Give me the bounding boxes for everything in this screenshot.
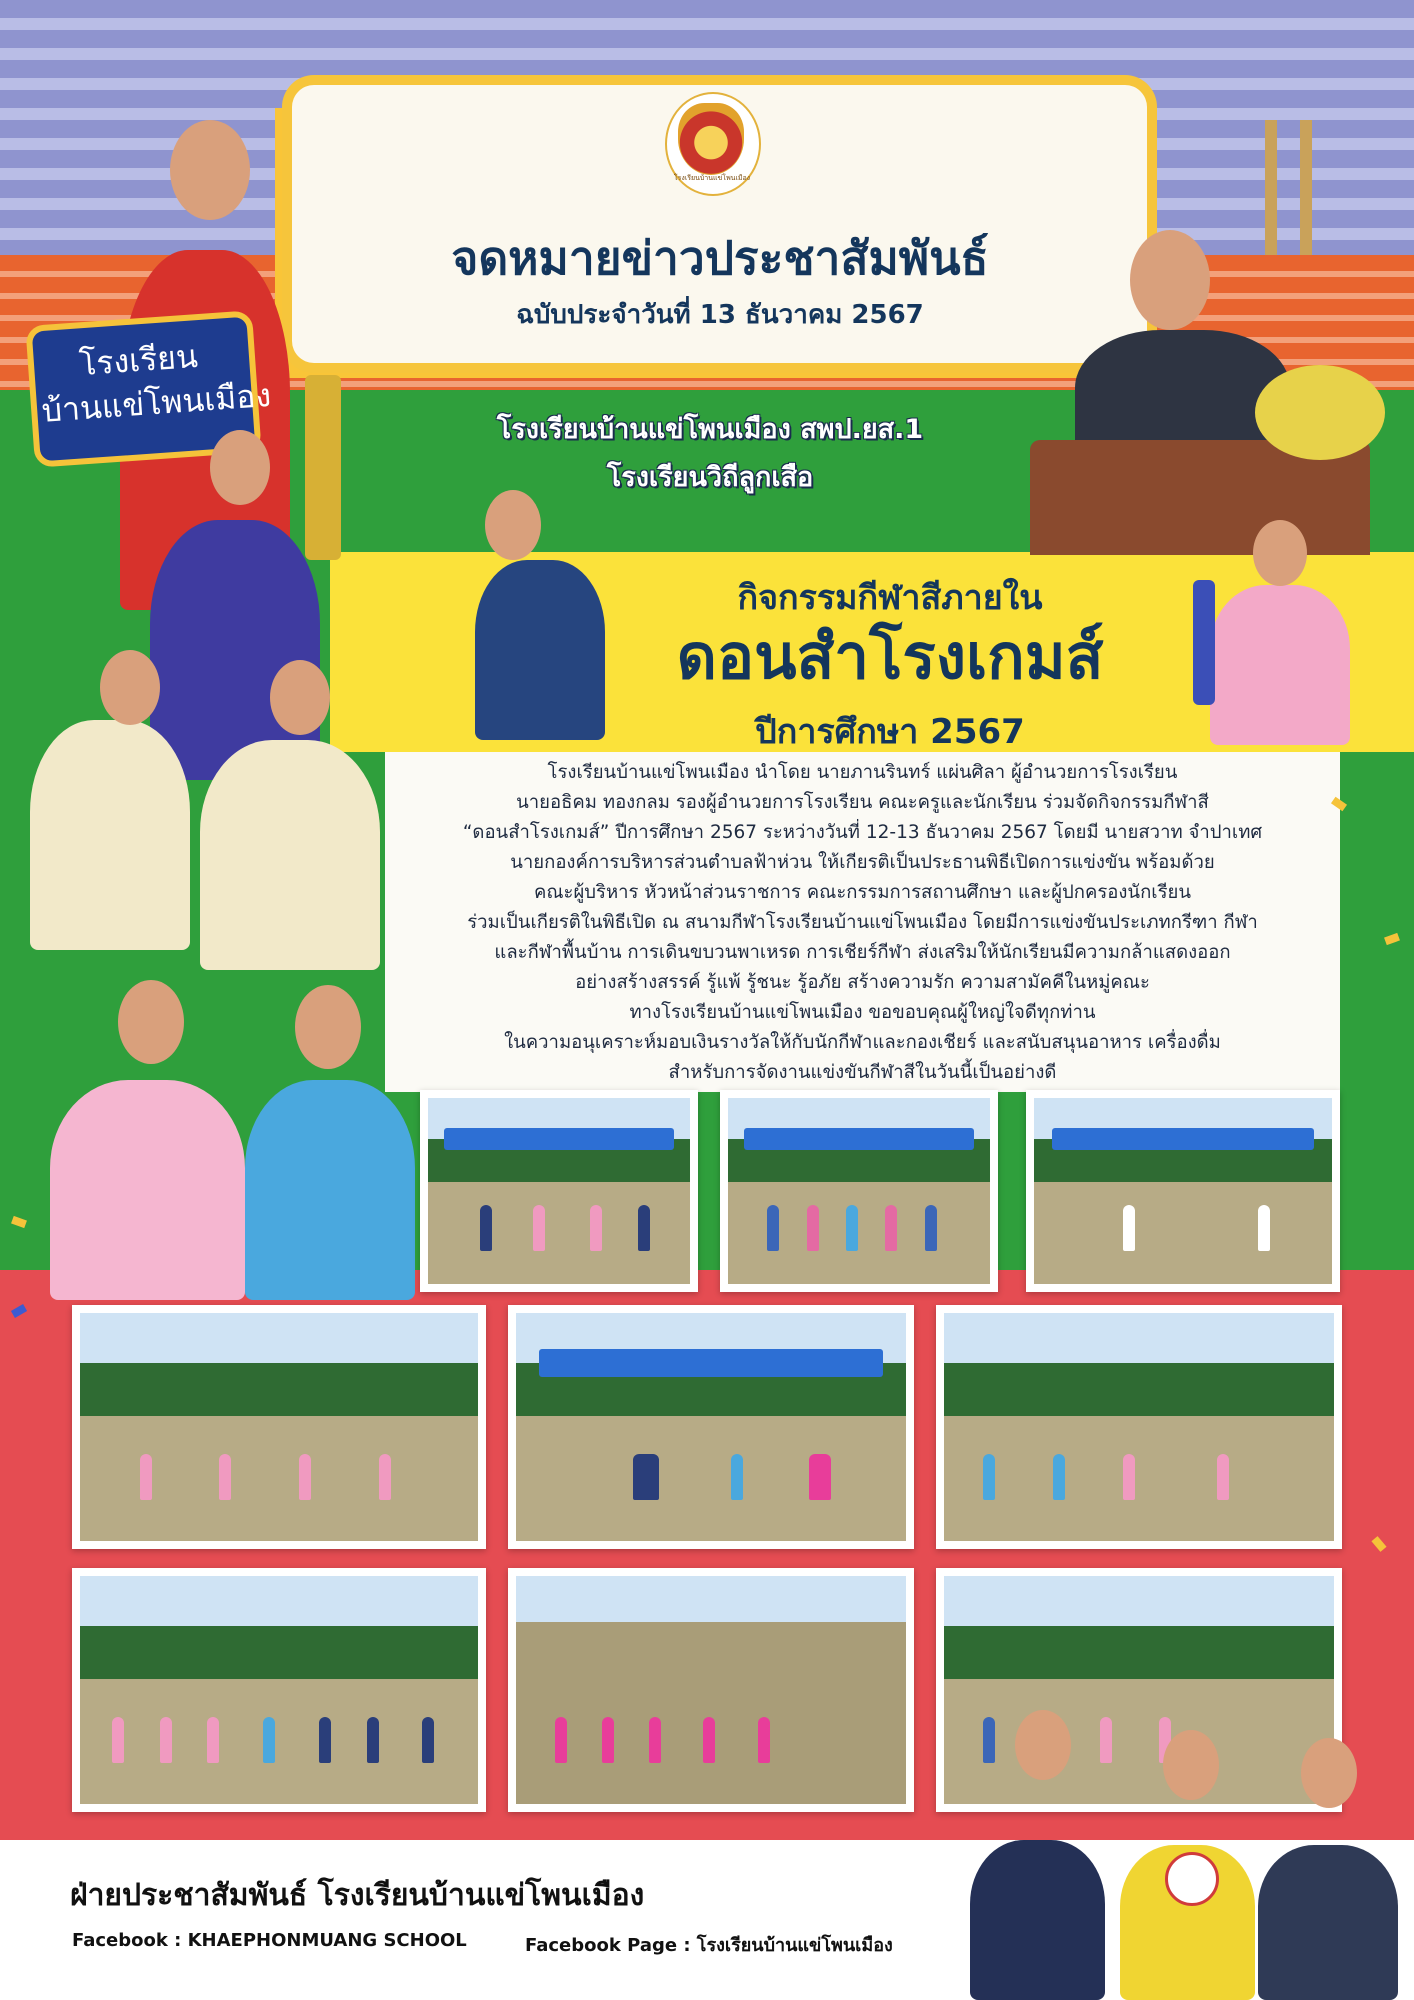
student-figure bbox=[245, 1080, 415, 1300]
school-tagline: โรงเรียนวิถีลูกเสือ bbox=[606, 462, 814, 493]
article-line: นายกองค์การบริหารส่วนตำบลฟ้าห่วน ให้เกียรติเป็นประธานพิธีเปิดการแข่งขัน พร้อมด้วย bbox=[510, 852, 1215, 873]
flower-arrangement bbox=[1255, 365, 1385, 460]
facebook-link[interactable]: Facebook : KHAEPHONMUANG SCHOOL bbox=[72, 1930, 467, 1951]
majorette-figure bbox=[200, 740, 380, 970]
teacher-figure bbox=[1258, 1845, 1398, 2000]
trophy-icon bbox=[305, 375, 341, 560]
student-head bbox=[1253, 520, 1307, 586]
article-line: ร่วมเป็นเกียรติในพิธีเปิด ณ สนามกีฬาโรงเรียนบ้านแข่โพนเมือง โดยมีการแข่งขันประเภทกรีฑา กีฬา bbox=[467, 912, 1258, 933]
speaker-head bbox=[1130, 230, 1210, 330]
stand-post bbox=[1300, 120, 1312, 260]
logo-caption: โรงเรียนบ้านแข่โพนเมือง bbox=[673, 174, 751, 182]
article-line: คณะผู้บริหาร หัวหน้าส่วนราชการ คณะกรรมการสถานศึกษา และผู้ปกครองนักเรียน bbox=[533, 882, 1192, 903]
student-figure bbox=[970, 1840, 1105, 2000]
teacher-head bbox=[1301, 1738, 1357, 1808]
dancer-head bbox=[170, 120, 250, 220]
games-name: ดอนสำโรงเกมส์ bbox=[676, 620, 1104, 693]
athlete-figure bbox=[475, 560, 605, 740]
article-line: โรงเรียนบ้านแข่โพนเมือง นำโดย นายภานรินทร์ แผ่นศิลา ผู้อำนวยการโรงเรียน bbox=[547, 762, 1178, 783]
article-line: ทางโรงเรียนบ้านแข่โพนเมือง ขอขอบคุณผู้ใหญ่ใจดีทุกท่าน bbox=[629, 1002, 1096, 1023]
event-photo bbox=[72, 1568, 486, 1812]
article-text bbox=[400, 758, 1325, 1088]
referee-head bbox=[1163, 1730, 1219, 1800]
athlete-head bbox=[485, 490, 541, 560]
activity-label: กิจกรรมกีฬาสีภายใน bbox=[737, 578, 1043, 618]
event-photo bbox=[508, 1305, 914, 1549]
article-line: อย่างสร้างสรรค์ รู้แพ้ รู้ชนะ รู้อภัย สร้างความรัก ความสามัคคีในหมู่คณะ bbox=[575, 972, 1150, 993]
event-photo bbox=[1026, 1090, 1340, 1292]
article-line: ในความอนุเคราะห์มอบเงินรางวัลให้กับนักกีฬาและกองเชียร์ และสนับสนุนอาหาร เครื่องดื่ม bbox=[504, 1032, 1221, 1053]
student-head bbox=[118, 980, 184, 1064]
newsletter-date: ฉบับประจำวันที่ 13 ธันวาคม 2567 bbox=[516, 300, 924, 330]
facebook-page-link[interactable]: Facebook Page : โรงเรียนบ้านแข่โพนเมือง bbox=[525, 1935, 893, 1956]
article-line: “ดอนสำโรงเกมส์” ปีการศึกษา 2567 ระหว่างวันที่ 12-13 ธันวาคม 2567 โดยมี นายสวาท จำปาเทศ bbox=[462, 822, 1263, 843]
student-head bbox=[295, 985, 361, 1069]
event-photo bbox=[936, 1305, 1342, 1549]
article-line: สำหรับการจัดงานแข่งขันกีฬาสีในวันนี้เป็นอย่างดี bbox=[668, 1062, 1057, 1083]
student-head bbox=[1015, 1710, 1071, 1780]
academic-year: ปีการศึกษา 2567 bbox=[755, 712, 1025, 752]
trophy-icon bbox=[1193, 580, 1215, 705]
article-line: และกีฬาพื้นบ้าน การเดินขบวนพาเหรด การเชียร์กีฬา ส่งเสริมให้นักเรียนมีความกล้าแสดงออก bbox=[494, 942, 1231, 963]
school-name: โรงเรียนบ้านแข่โพนเมือง สพป.ยส.1 bbox=[496, 414, 924, 445]
newsletter-title: จดหมายข่าวประชาสัมพันธ์ bbox=[451, 231, 989, 285]
school-emblem-icon bbox=[678, 103, 744, 175]
stand-post bbox=[1265, 120, 1277, 260]
event-photo bbox=[936, 1568, 1342, 1812]
student-figure bbox=[1210, 585, 1350, 745]
football-icon bbox=[1165, 1852, 1219, 1906]
footer-title: ฝ่ายประชาสัมพันธ์ โรงเรียนบ้านแข่โพนเมือง bbox=[70, 1878, 645, 1913]
majorette-head bbox=[270, 660, 330, 735]
event-photo bbox=[508, 1568, 914, 1812]
article-line: นายอธิคม ทองกลม รองผู้อำนวยการโรงเรียน คณะครูและนักเรียน ร่วมจัดกิจกรรมกีฬาสี bbox=[516, 792, 1209, 813]
student-figure bbox=[50, 1080, 245, 1300]
majorette-head bbox=[210, 430, 270, 505]
school-sign-text bbox=[37, 331, 273, 433]
event-photo bbox=[720, 1090, 998, 1292]
majorette-head bbox=[100, 650, 160, 725]
event-photo bbox=[72, 1305, 486, 1549]
sign-line-1: โรงเรียน bbox=[77, 336, 200, 384]
event-photo bbox=[420, 1090, 698, 1292]
majorette-figure bbox=[30, 720, 190, 950]
sign-line-2: บ้านแข่โพนเมือง bbox=[40, 375, 273, 430]
